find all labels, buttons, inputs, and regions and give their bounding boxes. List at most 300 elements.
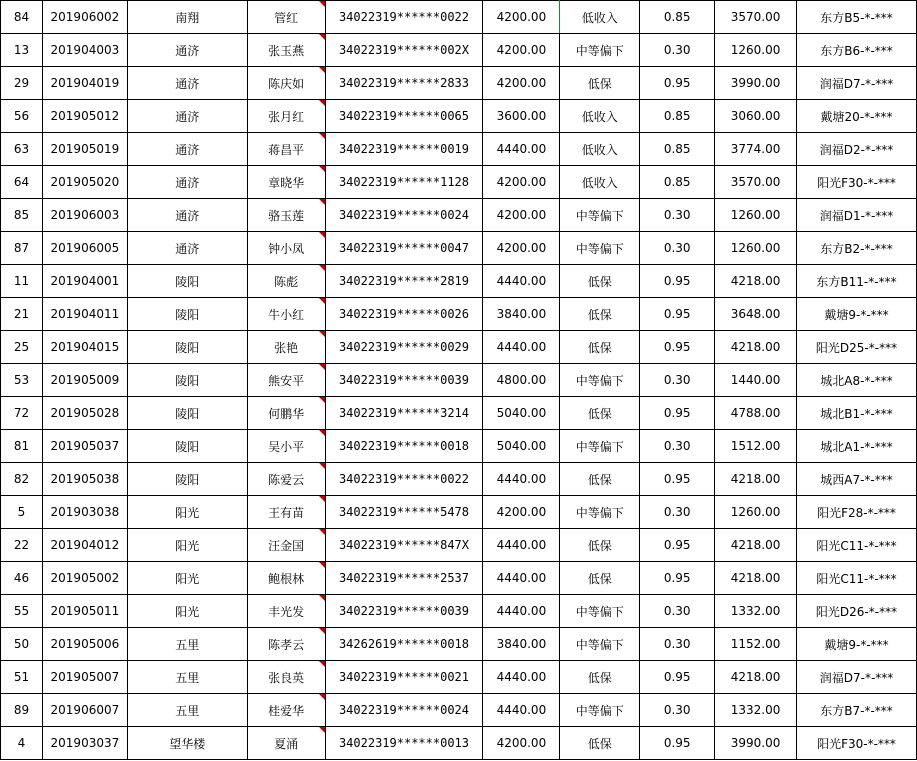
cell-address[interactable] — [797, 694, 917, 727]
cell-id-card[interactable] — [325, 298, 483, 331]
cell-id-card[interactable] — [325, 67, 483, 100]
cell-ratio[interactable] — [640, 727, 715, 760]
cell-address[interactable] — [797, 1, 917, 34]
cell-income[interactable] — [483, 397, 560, 430]
cell-row-number[interactable] — [1, 397, 43, 430]
cell-address[interactable] — [797, 595, 917, 628]
cell-amount[interactable] — [715, 67, 797, 100]
cell-community[interactable] — [127, 628, 247, 661]
cell-ratio[interactable] — [640, 430, 715, 463]
cell-category[interactable] — [560, 529, 640, 562]
cell-ratio-text: 0.95 — [663, 670, 691, 684]
cell-address-text: 润福D7-*-*** — [819, 670, 894, 685]
cell-ratio[interactable] — [640, 166, 715, 199]
cell-category[interactable] — [560, 34, 640, 67]
cell-application-code[interactable] — [42, 562, 127, 595]
cell-amount[interactable] — [715, 232, 797, 265]
cell-row-number[interactable] — [1, 166, 43, 199]
comment-indicator-icon[interactable] — [319, 397, 325, 403]
cell-application-code[interactable] — [42, 661, 127, 694]
cell-address[interactable] — [797, 661, 917, 694]
cell-address[interactable] — [797, 100, 917, 133]
cell-application-code[interactable] — [42, 1, 127, 34]
comment-indicator-icon[interactable] — [319, 727, 325, 733]
comment-indicator-icon[interactable] — [319, 463, 325, 469]
cell-community[interactable] — [127, 67, 247, 100]
cell-application-code-text: 201906005 — [50, 241, 120, 255]
cell-row-number[interactable] — [1, 529, 43, 562]
cell-id-card[interactable] — [325, 232, 483, 265]
cell-row-number[interactable] — [1, 298, 43, 331]
cell-category[interactable] — [560, 562, 640, 595]
cell-address[interactable] — [797, 67, 917, 100]
cell-address[interactable] — [797, 166, 917, 199]
cell-amount[interactable] — [715, 463, 797, 496]
cell-category-text: 中等偏下 — [575, 505, 624, 520]
cell-ratio-text: 0.30 — [663, 505, 691, 519]
cell-application-code-text: 201905012 — [50, 109, 120, 123]
cell-id-card[interactable] — [325, 529, 483, 562]
cell-application-code[interactable] — [42, 364, 127, 397]
table-row — [1, 529, 917, 562]
cell-community[interactable] — [127, 199, 247, 232]
cell-row-number[interactable] — [1, 496, 43, 529]
cell-amount[interactable] — [715, 628, 797, 661]
cell-name[interactable] — [247, 529, 325, 562]
cell-address[interactable] — [797, 265, 917, 298]
cell-name-text: 钟小凤 — [268, 241, 305, 256]
cell-category[interactable] — [560, 727, 640, 760]
cell-name[interactable] — [247, 628, 325, 661]
cell-ratio[interactable] — [640, 232, 715, 265]
cell-id-card[interactable] — [325, 397, 483, 430]
cell-row-number[interactable] — [1, 100, 43, 133]
cell-category-text: 低保 — [587, 274, 612, 289]
cell-address[interactable] — [797, 727, 917, 760]
cell-category-text: 低保 — [587, 406, 612, 421]
cell-row-number[interactable] — [1, 628, 43, 661]
cell-id-card[interactable] — [325, 463, 483, 496]
cell-amount[interactable] — [715, 694, 797, 727]
cell-id-card[interactable] — [325, 166, 483, 199]
cell-row-number[interactable] — [1, 364, 43, 397]
cell-amount[interactable] — [715, 661, 797, 694]
cell-ratio[interactable] — [640, 496, 715, 529]
cell-category[interactable] — [560, 463, 640, 496]
cell-row-number[interactable] — [1, 133, 43, 166]
cell-name-text: 骆玉莲 — [268, 208, 305, 223]
cell-amount[interactable] — [715, 199, 797, 232]
cell-id-card[interactable] — [325, 628, 483, 661]
cell-category[interactable] — [560, 364, 640, 397]
cell-address[interactable] — [797, 34, 917, 67]
cell-application-code[interactable] — [42, 199, 127, 232]
cell-application-code[interactable] — [42, 331, 127, 364]
cell-application-code[interactable] — [42, 595, 127, 628]
cell-category[interactable] — [560, 496, 640, 529]
cell-address[interactable] — [797, 529, 917, 562]
cell-row-number-text: 51 — [13, 670, 30, 684]
cell-name[interactable] — [247, 199, 325, 232]
cell-income[interactable] — [483, 199, 560, 232]
cell-ratio[interactable] — [640, 661, 715, 694]
cell-amount[interactable] — [715, 529, 797, 562]
cell-ratio[interactable] — [640, 628, 715, 661]
cell-amount[interactable] — [715, 496, 797, 529]
cell-row-number-text: 53 — [13, 373, 30, 387]
cell-income[interactable] — [483, 595, 560, 628]
cell-application-code[interactable] — [42, 67, 127, 100]
cell-amount[interactable] — [715, 430, 797, 463]
cell-category-text: 低收入 — [581, 175, 618, 190]
cell-address[interactable] — [797, 199, 917, 232]
cell-application-code[interactable] — [42, 529, 127, 562]
cell-community-text: 陵阳 — [175, 406, 200, 421]
cell-amount[interactable] — [715, 265, 797, 298]
cell-id-card[interactable] — [325, 331, 483, 364]
cell-id-card-text: 34022319******0024 — [338, 208, 469, 222]
cell-category-text: 中等偏下 — [575, 439, 624, 454]
cell-address[interactable] — [797, 628, 917, 661]
cell-community[interactable] — [127, 430, 247, 463]
cell-row-number[interactable] — [1, 34, 43, 67]
cell-amount-text: 1512.00 — [730, 439, 781, 453]
cell-id-card-text: 34022319******0024 — [338, 703, 469, 717]
cell-application-code[interactable] — [42, 397, 127, 430]
cell-ratio[interactable] — [640, 463, 715, 496]
cell-amount[interactable] — [715, 331, 797, 364]
comment-indicator-icon[interactable] — [319, 166, 325, 172]
cell-income[interactable] — [483, 562, 560, 595]
cell-name[interactable] — [247, 100, 325, 133]
cell-ratio[interactable] — [640, 133, 715, 166]
cell-community[interactable] — [127, 595, 247, 628]
cell-income[interactable] — [483, 694, 560, 727]
cell-community-text: 通济 — [175, 175, 200, 190]
cell-address[interactable] — [797, 232, 917, 265]
cell-category[interactable] — [560, 694, 640, 727]
cell-row-number-text: 46 — [13, 571, 30, 585]
cell-name[interactable] — [247, 166, 325, 199]
cell-application-code[interactable] — [42, 694, 127, 727]
comment-indicator-icon[interactable] — [319, 67, 325, 73]
cell-income[interactable] — [483, 529, 560, 562]
cell-community[interactable] — [127, 133, 247, 166]
cell-ratio[interactable] — [640, 364, 715, 397]
cell-income[interactable] — [483, 430, 560, 463]
cell-category[interactable] — [560, 67, 640, 100]
cell-row-number[interactable] — [1, 265, 43, 298]
cell-income[interactable] — [483, 100, 560, 133]
comment-indicator-icon[interactable] — [319, 694, 325, 700]
cell-name[interactable] — [247, 265, 325, 298]
cell-name[interactable] — [247, 727, 325, 760]
comment-indicator-icon[interactable] — [319, 34, 325, 40]
cell-name[interactable] — [247, 232, 325, 265]
cell-name[interactable] — [247, 694, 325, 727]
comment-indicator-icon[interactable] — [319, 430, 325, 436]
cell-community[interactable] — [127, 397, 247, 430]
cell-amount[interactable] — [715, 1, 797, 34]
cell-id-card-text: 34022319******0022 — [338, 472, 469, 486]
cell-community-text: 通济 — [175, 208, 200, 223]
comment-indicator-icon[interactable] — [319, 562, 325, 568]
cell-income-text: 4200.00 — [496, 241, 547, 255]
cell-category-text: 低保 — [587, 340, 612, 355]
cell-address[interactable] — [797, 562, 917, 595]
cell-amount[interactable] — [715, 397, 797, 430]
cell-name-text: 丰光发 — [268, 604, 305, 619]
cell-category[interactable] — [560, 100, 640, 133]
cell-id-card[interactable] — [325, 100, 483, 133]
cell-category-text: 低保 — [587, 538, 612, 553]
cell-id-card[interactable] — [325, 661, 483, 694]
cell-income[interactable] — [483, 331, 560, 364]
cell-ratio-text: 0.30 — [663, 637, 691, 651]
cell-id-card[interactable] — [325, 595, 483, 628]
cell-application-code[interactable] — [42, 34, 127, 67]
cell-row-number[interactable] — [1, 232, 43, 265]
cell-category[interactable] — [560, 331, 640, 364]
cell-ratio[interactable] — [640, 694, 715, 727]
cell-income[interactable] — [483, 1, 560, 34]
cell-community[interactable] — [127, 331, 247, 364]
cell-id-card[interactable] — [325, 496, 483, 529]
cell-application-code[interactable] — [42, 430, 127, 463]
cell-income[interactable] — [483, 364, 560, 397]
table-row — [1, 34, 917, 67]
cell-community[interactable] — [127, 265, 247, 298]
cell-name[interactable] — [247, 562, 325, 595]
cell-category[interactable] — [560, 133, 640, 166]
cell-address[interactable] — [797, 298, 917, 331]
comment-indicator-icon[interactable] — [319, 232, 325, 238]
cell-row-number[interactable] — [1, 463, 43, 496]
cell-ratio[interactable] — [640, 397, 715, 430]
cell-ratio[interactable] — [640, 1, 715, 34]
cell-application-code[interactable] — [42, 232, 127, 265]
cell-id-card[interactable] — [325, 430, 483, 463]
cell-application-code[interactable] — [42, 166, 127, 199]
cell-name[interactable] — [247, 331, 325, 364]
comment-indicator-icon[interactable] — [319, 100, 325, 106]
cell-amount[interactable] — [715, 562, 797, 595]
cell-name[interactable] — [247, 1, 325, 34]
cell-income[interactable] — [483, 298, 560, 331]
cell-community[interactable] — [127, 562, 247, 595]
comment-indicator-icon[interactable] — [319, 628, 325, 634]
cell-category[interactable] — [560, 232, 640, 265]
cell-row-number[interactable] — [1, 727, 43, 760]
cell-application-code[interactable] — [42, 496, 127, 529]
cell-income[interactable] — [483, 628, 560, 661]
cell-income[interactable] — [483, 34, 560, 67]
cell-ratio[interactable] — [640, 595, 715, 628]
cell-row-number-text: 11 — [13, 274, 30, 288]
cell-address[interactable] — [797, 463, 917, 496]
cell-amount-text: 3570.00 — [730, 175, 781, 189]
comment-indicator-icon[interactable] — [319, 199, 325, 205]
cell-address[interactable] — [797, 364, 917, 397]
cell-amount-text: 1332.00 — [730, 604, 781, 618]
cell-category[interactable] — [560, 166, 640, 199]
comment-indicator-icon[interactable] — [319, 364, 325, 370]
cell-address[interactable] — [797, 430, 917, 463]
cell-row-number[interactable] — [1, 595, 43, 628]
cell-income[interactable] — [483, 67, 560, 100]
cell-ratio[interactable] — [640, 67, 715, 100]
cell-community-text: 陵阳 — [175, 439, 200, 454]
cell-category-text: 低保 — [587, 307, 612, 322]
cell-application-code[interactable] — [42, 133, 127, 166]
cell-row-number[interactable] — [1, 661, 43, 694]
cell-income[interactable] — [483, 463, 560, 496]
cell-application-code[interactable] — [42, 265, 127, 298]
comment-indicator-icon[interactable] — [319, 1, 325, 7]
cell-income[interactable] — [483, 166, 560, 199]
cell-category[interactable] — [560, 298, 640, 331]
cell-amount[interactable] — [715, 166, 797, 199]
cell-name[interactable] — [247, 364, 325, 397]
cell-category[interactable] — [560, 430, 640, 463]
cell-community[interactable] — [127, 463, 247, 496]
cell-ratio[interactable] — [640, 298, 715, 331]
comment-indicator-icon[interactable] — [319, 133, 325, 139]
cell-amount[interactable] — [715, 100, 797, 133]
cell-row-number[interactable] — [1, 430, 43, 463]
cell-community[interactable] — [127, 661, 247, 694]
cell-community[interactable] — [127, 100, 247, 133]
cell-row-number-text: 13 — [13, 43, 30, 57]
cell-amount[interactable] — [715, 133, 797, 166]
cell-row-number[interactable] — [1, 1, 43, 34]
cell-income[interactable] — [483, 265, 560, 298]
cell-community[interactable] — [127, 694, 247, 727]
cell-amount[interactable] — [715, 298, 797, 331]
cell-ratio[interactable] — [640, 199, 715, 232]
cell-community[interactable] — [127, 34, 247, 67]
cell-name[interactable] — [247, 595, 325, 628]
cell-application-code[interactable] — [42, 628, 127, 661]
cell-name[interactable] — [247, 496, 325, 529]
cell-name[interactable] — [247, 430, 325, 463]
cell-community[interactable] — [127, 1, 247, 34]
cell-community[interactable] — [127, 298, 247, 331]
cell-category[interactable] — [560, 661, 640, 694]
cell-income[interactable] — [483, 661, 560, 694]
cell-name[interactable] — [247, 133, 325, 166]
cell-category[interactable] — [560, 265, 640, 298]
cell-application-code[interactable] — [42, 100, 127, 133]
cell-name[interactable] — [247, 298, 325, 331]
cell-community[interactable] — [127, 364, 247, 397]
cell-address[interactable] — [797, 133, 917, 166]
cell-community[interactable] — [127, 166, 247, 199]
cell-ratio[interactable] — [640, 529, 715, 562]
cell-amount[interactable] — [715, 595, 797, 628]
cell-community[interactable] — [127, 496, 247, 529]
cell-application-code[interactable] — [42, 298, 127, 331]
cell-row-number[interactable] — [1, 67, 43, 100]
cell-name[interactable] — [247, 67, 325, 100]
cell-row-number[interactable] — [1, 694, 43, 727]
cell-ratio[interactable] — [640, 100, 715, 133]
cell-category-text: 中等偏下 — [575, 637, 624, 652]
cell-name-text: 张艳 — [274, 340, 299, 355]
comment-indicator-icon[interactable] — [319, 661, 325, 667]
cell-id-card[interactable] — [325, 694, 483, 727]
cell-id-card[interactable] — [325, 562, 483, 595]
cell-ratio[interactable] — [640, 265, 715, 298]
cell-name-text: 张良英 — [268, 670, 305, 685]
cell-income[interactable] — [483, 496, 560, 529]
cell-income[interactable] — [483, 727, 560, 760]
cell-id-card[interactable] — [325, 727, 483, 760]
cell-amount[interactable] — [715, 727, 797, 760]
cell-community[interactable] — [127, 727, 247, 760]
cell-name[interactable] — [247, 463, 325, 496]
cell-id-card[interactable] — [325, 265, 483, 298]
comment-indicator-icon[interactable] — [319, 529, 325, 535]
cell-income[interactable] — [483, 133, 560, 166]
cell-row-number[interactable] — [1, 331, 43, 364]
cell-community-text: 通济 — [175, 109, 200, 124]
cell-address[interactable] — [797, 397, 917, 430]
cell-id-card[interactable] — [325, 364, 483, 397]
comment-indicator-icon[interactable] — [319, 331, 325, 337]
cell-community-text: 望华楼 — [169, 736, 206, 751]
cell-category[interactable] — [560, 628, 640, 661]
cell-ratio[interactable] — [640, 34, 715, 67]
cell-row-number[interactable] — [1, 562, 43, 595]
comment-indicator-icon[interactable] — [319, 265, 325, 271]
cell-name-text: 蒋昌平 — [268, 142, 305, 157]
cell-ratio[interactable] — [640, 562, 715, 595]
cell-name-text: 陈庆如 — [268, 76, 305, 91]
cell-amount-text: 4218.00 — [730, 274, 781, 288]
cell-name[interactable] — [247, 34, 325, 67]
cell-category[interactable] — [560, 199, 640, 232]
comment-indicator-icon[interactable] — [319, 496, 325, 502]
cell-amount[interactable] — [715, 364, 797, 397]
cell-income[interactable] — [483, 232, 560, 265]
cell-ratio[interactable] — [640, 331, 715, 364]
cell-application-code[interactable] — [42, 727, 127, 760]
comment-indicator-icon[interactable] — [319, 595, 325, 601]
cell-community[interactable] — [127, 529, 247, 562]
cell-id-card[interactable] — [325, 34, 483, 67]
cell-amount[interactable] — [715, 34, 797, 67]
cell-community[interactable] — [127, 232, 247, 265]
cell-category[interactable] — [560, 595, 640, 628]
cell-ratio-text: 0.85 — [663, 109, 691, 123]
comment-indicator-icon[interactable] — [319, 298, 325, 304]
cell-category[interactable] — [560, 397, 640, 430]
cell-category-text: 低收入 — [581, 109, 618, 124]
cell-id-card[interactable] — [325, 1, 483, 34]
cell-name[interactable] — [247, 397, 325, 430]
cell-id-card[interactable] — [325, 133, 483, 166]
cell-row-number[interactable] — [1, 199, 43, 232]
cell-name-text: 吴小平 — [268, 439, 305, 454]
cell-id-card[interactable] — [325, 199, 483, 232]
cell-application-code[interactable] — [42, 463, 127, 496]
cell-category[interactable] — [560, 1, 640, 34]
cell-address[interactable] — [797, 496, 917, 529]
cell-name[interactable] — [247, 661, 325, 694]
cell-address[interactable] — [797, 331, 917, 364]
cell-address-text: 城北A1-*-*** — [820, 439, 893, 454]
